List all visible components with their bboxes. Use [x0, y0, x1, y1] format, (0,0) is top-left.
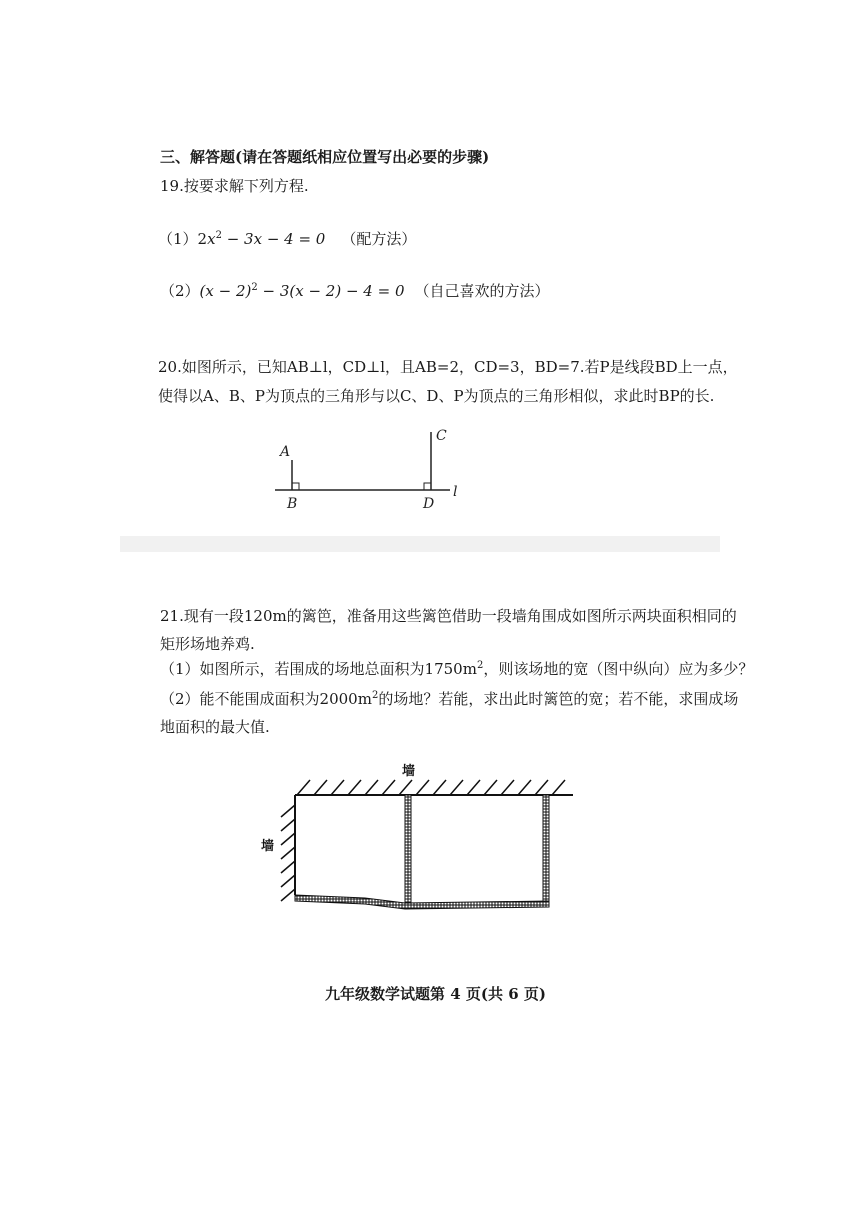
label-l: l: [453, 484, 458, 500]
left-wall: [281, 795, 295, 901]
scan-bleed-band: [120, 536, 720, 552]
q20-figure: [260, 420, 480, 520]
q19-part1-method: （配方法）: [341, 230, 417, 248]
fence-right: [543, 795, 549, 907]
top-wall: [295, 780, 573, 795]
page-footer: 九年级数学试题第 4 页(共 6 页): [325, 985, 546, 1003]
wall-top-label: 墙: [402, 764, 416, 779]
q19-part1: [158, 229, 416, 249]
q19-part1-number: （1）: [158, 230, 198, 248]
q19-part1-equation: $2x^2 - 3x - 4 = 0$: [197, 230, 326, 248]
section-heading-note: (请在答题纸相应位置写出必要的步骤): [235, 148, 490, 166]
q21-figure: [255, 755, 585, 925]
fence-middle: [405, 795, 411, 907]
right-angle-b: [292, 483, 299, 490]
label-b: B: [287, 496, 298, 512]
q21-line2: 矩形场地养鸡.: [160, 635, 255, 653]
section-heading-label: 三、解答题: [160, 148, 236, 166]
q21-line1: 21.现有一段120m的篱笆，准备用这些篱笆借助一段墙角围成如图所示两块面积相同的: [160, 607, 737, 625]
q19-part2-number: （2）: [160, 282, 200, 300]
label-d: D: [423, 496, 435, 512]
label-c: C: [436, 428, 447, 444]
right-angle-d: [424, 483, 431, 490]
wall-left-label: 墙: [261, 839, 275, 854]
q20-line1: 20.如图所示，已知AB⊥l，CD⊥l，且AB=2，CD=3，BD=7.若P是线段BD上一点，: [158, 358, 738, 376]
q21-part2: （2）能不能围成面积为$2000m^2$的场地？若能，求出此时篱笆的宽；若不能，求围成场: [160, 690, 739, 708]
label-a: A: [280, 444, 291, 460]
q19-title: 19.按要求解下列方程.: [160, 177, 309, 195]
q19-part2-equation: $(x - 2)^2 - 3(x - 2) - 4 = 0$: [199, 282, 405, 300]
section-heading: [160, 147, 489, 167]
fence-bottom: [295, 895, 549, 909]
q21-part1: （1）如图所示，若围成的场地总面积为$1750m^2$，则该场地的宽（图中纵向）应为多少？: [160, 660, 754, 678]
q21-part2-line2: 地面积的最大值.: [160, 718, 270, 736]
q19-part2-method: （自己喜欢的方法）: [414, 282, 550, 300]
q19-part2: [160, 281, 550, 301]
q20-line2: 使得以A、B、P为顶点的三角形与以C、D、P为顶点的三角形相似，求此时BP的长.: [158, 387, 715, 405]
